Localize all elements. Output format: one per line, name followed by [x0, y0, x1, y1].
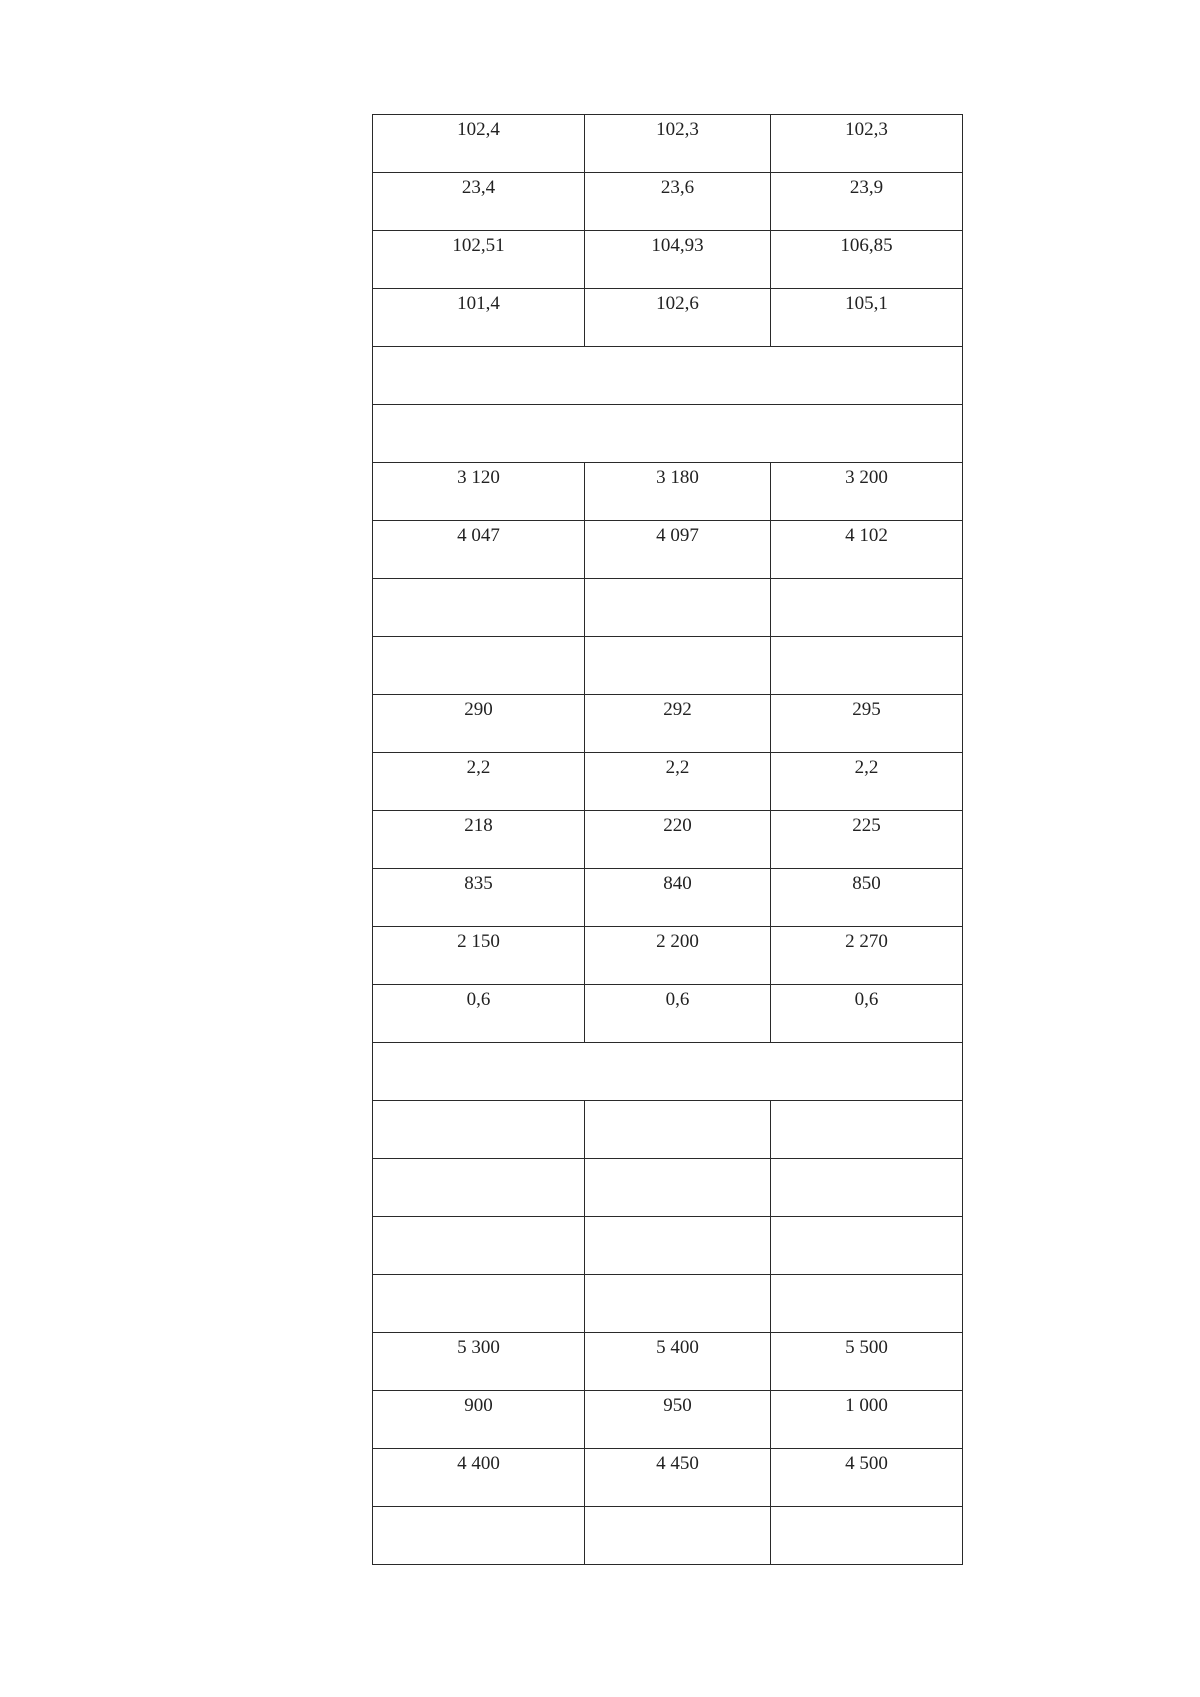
table-cell [585, 1217, 771, 1275]
table-body [373, 115, 963, 1565]
cell-value: 4 102 [845, 525, 888, 546]
table-cell [373, 927, 585, 985]
cell-value: 220 [663, 815, 692, 836]
table-cell [373, 1449, 585, 1507]
cell-value: 1 000 [845, 1395, 888, 1416]
table-cell [373, 579, 585, 637]
table-cell [373, 1159, 585, 1217]
table-cell [771, 1391, 963, 1449]
table-cell [373, 463, 585, 521]
cell-value: 2 270 [845, 931, 888, 952]
table-cell [373, 985, 585, 1043]
table-cell [585, 521, 771, 579]
cell-value: 950 [663, 1395, 692, 1416]
table-cell [585, 811, 771, 869]
table-row [373, 869, 963, 927]
table-row [373, 1507, 963, 1565]
cell-value: 0,6 [854, 989, 879, 1010]
table-cell [771, 1275, 963, 1333]
table-cell [585, 115, 771, 173]
table-cell [771, 173, 963, 231]
cell-value: 104,93 [651, 235, 704, 256]
cell-value: 2,2 [854, 757, 879, 778]
table-cell [771, 985, 963, 1043]
cell-value: 105,1 [845, 293, 888, 314]
table-cell [771, 289, 963, 347]
cell-value: 102,4 [457, 119, 500, 140]
table-cell [373, 1101, 585, 1159]
cell-value: 2,2 [665, 757, 690, 778]
table-cell [771, 231, 963, 289]
table-cell [585, 985, 771, 1043]
table-cell [373, 753, 585, 811]
table-cell [373, 637, 585, 695]
cell-value: 102,51 [452, 235, 505, 256]
cell-value: 900 [464, 1395, 493, 1416]
table-cell [585, 1101, 771, 1159]
table-row [373, 637, 963, 695]
table-cell [585, 231, 771, 289]
cell-value: 23,4 [461, 177, 496, 198]
table-cell [373, 1217, 585, 1275]
table-cell [373, 289, 585, 347]
table-cell-spanned [373, 1043, 963, 1101]
cell-value: 5 400 [656, 1337, 699, 1358]
table-cell [373, 695, 585, 753]
table-cell [373, 1507, 585, 1565]
table-cell [585, 1159, 771, 1217]
table-row [373, 1217, 963, 1275]
table-cell [771, 811, 963, 869]
table-cell [585, 1449, 771, 1507]
table-row [373, 579, 963, 637]
table-cell [585, 289, 771, 347]
table-row [373, 173, 963, 231]
cell-value: 23,9 [849, 177, 884, 198]
table-cell [585, 463, 771, 521]
table-cell [585, 173, 771, 231]
table-cell [585, 1333, 771, 1391]
cell-value: 102,3 [845, 119, 888, 140]
table-row [373, 1391, 963, 1449]
table-cell [373, 173, 585, 231]
cell-value: 292 [663, 699, 692, 720]
cell-value: 102,6 [656, 293, 699, 314]
table-cell [771, 1333, 963, 1391]
table-cell [771, 579, 963, 637]
table-row [373, 231, 963, 289]
table-cell [771, 1101, 963, 1159]
table-cell [373, 1333, 585, 1391]
cell-value: 4 047 [457, 525, 500, 546]
table-cell [771, 463, 963, 521]
table-cell [585, 579, 771, 637]
table-cell [585, 637, 771, 695]
table-cell [771, 521, 963, 579]
cell-value: 3 200 [845, 467, 888, 488]
cell-value: 106,85 [840, 235, 893, 256]
table-cell [771, 115, 963, 173]
table-row [373, 1275, 963, 1333]
table-row [373, 1449, 963, 1507]
table-cell [373, 869, 585, 927]
cell-value: 835 [464, 873, 493, 894]
table-row [373, 463, 963, 521]
table-row [373, 811, 963, 869]
table-cell [771, 927, 963, 985]
cell-value: 3 180 [656, 467, 699, 488]
cell-value: 23,6 [660, 177, 695, 198]
table-cell [585, 1391, 771, 1449]
table-cell [373, 1275, 585, 1333]
table-cell [585, 1275, 771, 1333]
table-cell [373, 811, 585, 869]
table-cell [771, 637, 963, 695]
table-cell [771, 753, 963, 811]
cell-value: 2 150 [457, 931, 500, 952]
table-row [373, 985, 963, 1043]
table-row [373, 1333, 963, 1391]
cell-value: 3 120 [457, 467, 500, 488]
table-cell [771, 695, 963, 753]
table-row-spanned [373, 1043, 963, 1101]
table-row [373, 695, 963, 753]
table-row [373, 521, 963, 579]
cell-value: 218 [464, 815, 493, 836]
table-row [373, 115, 963, 173]
cell-value: 2 200 [656, 931, 699, 952]
table-cell [585, 753, 771, 811]
table-cell [771, 1217, 963, 1275]
table-cell [373, 1391, 585, 1449]
cell-value: 4 500 [845, 1453, 888, 1474]
table-cell [771, 1507, 963, 1565]
cell-value: 840 [663, 873, 692, 894]
table-cell-spanned [373, 347, 963, 405]
cell-value: 2,2 [466, 757, 491, 778]
table-cell [373, 231, 585, 289]
table-row [373, 1101, 963, 1159]
table-row [373, 753, 963, 811]
cell-value: 5 500 [845, 1337, 888, 1358]
table-row-spanned [373, 405, 963, 463]
cell-value: 4 097 [656, 525, 699, 546]
cell-value: 0,6 [665, 989, 690, 1010]
table-cell [771, 1449, 963, 1507]
cell-value: 4 400 [457, 1453, 500, 1474]
cell-value: 295 [852, 699, 881, 720]
cell-value: 225 [852, 815, 881, 836]
table-cell [373, 115, 585, 173]
table-cell [771, 869, 963, 927]
cell-value: 850 [852, 873, 881, 894]
cell-value: 290 [464, 699, 493, 720]
table-cell [373, 521, 585, 579]
table-row [373, 1159, 963, 1217]
table-row [373, 927, 963, 985]
cell-value: 5 300 [457, 1337, 500, 1358]
cell-value: 102,3 [656, 119, 699, 140]
cell-value: 4 450 [656, 1453, 699, 1474]
data-table [372, 114, 963, 1565]
table-row [373, 289, 963, 347]
table-cell [585, 869, 771, 927]
table-cell-spanned [373, 405, 963, 463]
table-cell [771, 1159, 963, 1217]
table-cell [585, 1507, 771, 1565]
table-cell [585, 695, 771, 753]
table-cell [585, 927, 771, 985]
cell-value: 101,4 [457, 293, 500, 314]
table-row-spanned [373, 347, 963, 405]
cell-value: 0,6 [466, 989, 491, 1010]
